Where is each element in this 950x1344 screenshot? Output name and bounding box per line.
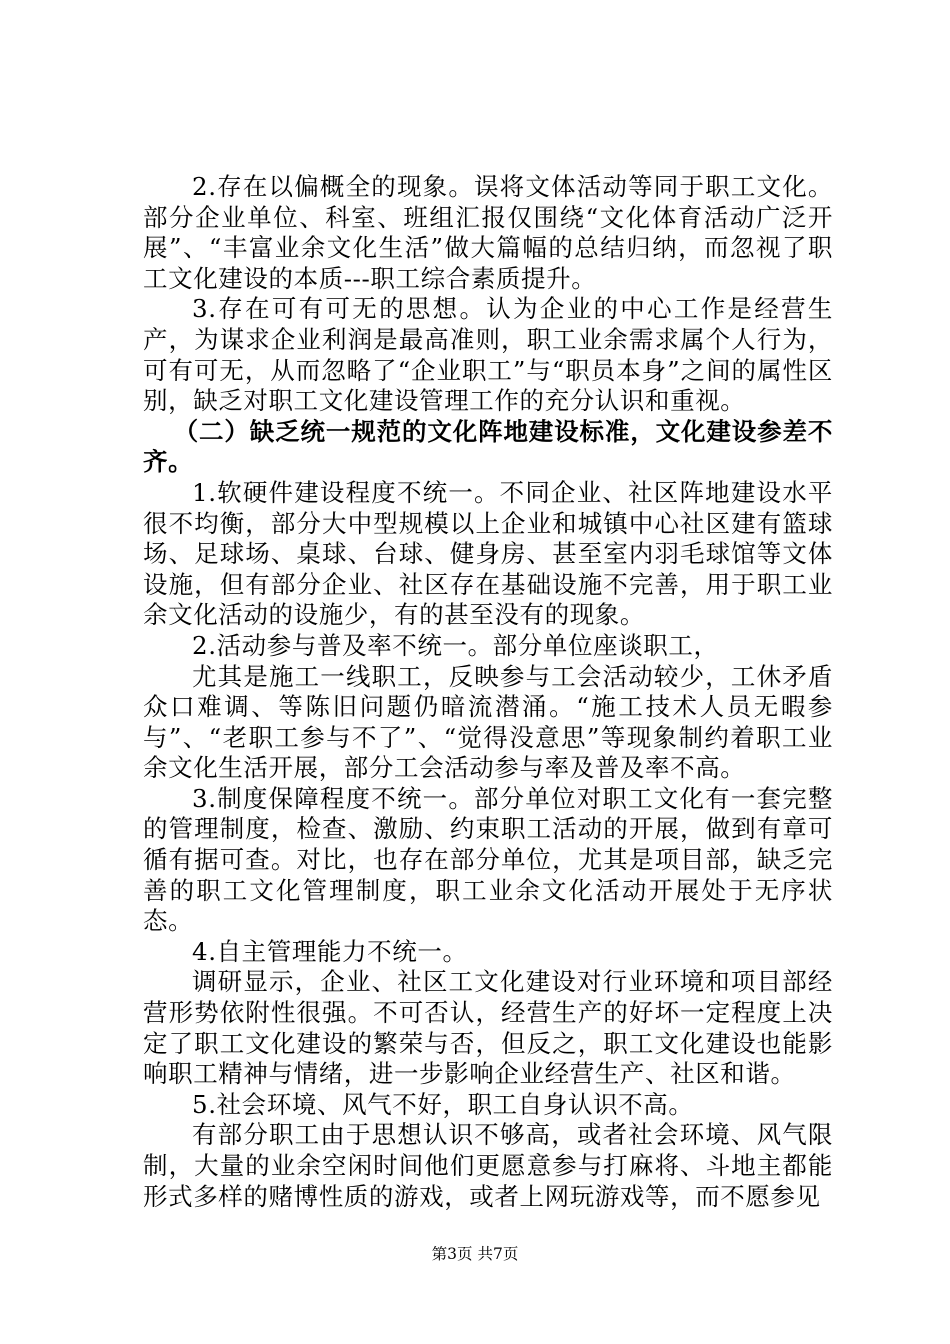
paragraph-subitem-2: 2.活动参与普及率不统一。部分单位座谈职工， [192,630,719,660]
paragraph-item-2: 2.存在以偏概全的现象。误将文体活动等同于职工文化。部分企业单位、科室、班组汇报仅围绕“文化体育活动广泛开展”、“丰富业余文化生活”做大篇幅的总结归纳，而忽视了职工文化建设的本质---职工综合素质提升。 [143,172,833,293]
paragraph-subitem-2-continued: 尤其是施工一线职工，反映参与工会活动较少，工休矛盾众口难调、等陈旧问题仍暗流潜涌。“施工技术人员无暇参与”、“老职工参与不了”、“觉得没意思”等现象制约着职工业余文化生活开展，部分工会活动参与率及普及率不高。 [143,661,833,783]
paragraph-subitem-4-body: 调研显示，企业、社区工文化建设对行业环境和项目部经营形势依附性很强。不可否认，经营生产的好坏一定程度上决定了职工文化建设的繁荣与否，但反之，职工文化建设也能影响职工精神与情绪，进一步影响企业经营生产、社区和谐。 [143,967,833,1089]
paragraph-subitem-5-body: 有部分职工由于思想认识不够高，或者社会环境、风气限制，大量的业余空闲时间他们更愿意参与打麻将、斗地主都能形式多样的赌博性质的游戏，或者上网玩游戏等，而不愿参见 [143,1120,833,1211]
page-number-footer: 第3页 共7页 [431,1245,519,1263]
paragraph-subitem-1: 1.软硬件建设程度不统一。不同企业、社区阵地建设水平很不均衡，部分大中型规模以上企业和城镇中心社区建有篮球场、足球场、桌球、台球、健身房、甚至室内羽毛球馆等文体设施，但有部分企业、社区存在基础设施不完善，用于职工业余文化活动的设施少，有的甚至没有的现象。 [143,477,833,630]
paragraph-subitem-4: 4.自主管理能力不统一。 [192,936,468,966]
paragraph-subitem-3: 3.制度保障程度不统一。部分单位对职工文化有一套完整的管理制度，检查、激励、约束职工活动的开展，做到有章可循有据可查。对比，也存在部分单位，尤其是项目部，缺乏完善的职工文化管理制度，职工业余文化活动开展处于无序状态。 [143,783,833,936]
document-body [143,172,833,1212]
paragraph-item-3: 3.存在可有可无的思想。认为企业的中心工作是经营生产，为谋求企业利润是最高准则，职工业余需求属个人行为，可有可无，从而忽略了“企业职工”与“职员本身”之间的属性区别，缺乏对职工文化建设管理工作的充分认识和重视。 [143,294,833,416]
paragraph-subitem-5: 5.社会环境、风气不好，职工自身认识不高。 [192,1089,694,1119]
section-heading-2: （二）缺乏统一规范的文化阵地建设标准，文化建设参差不齐。 [143,416,833,477]
